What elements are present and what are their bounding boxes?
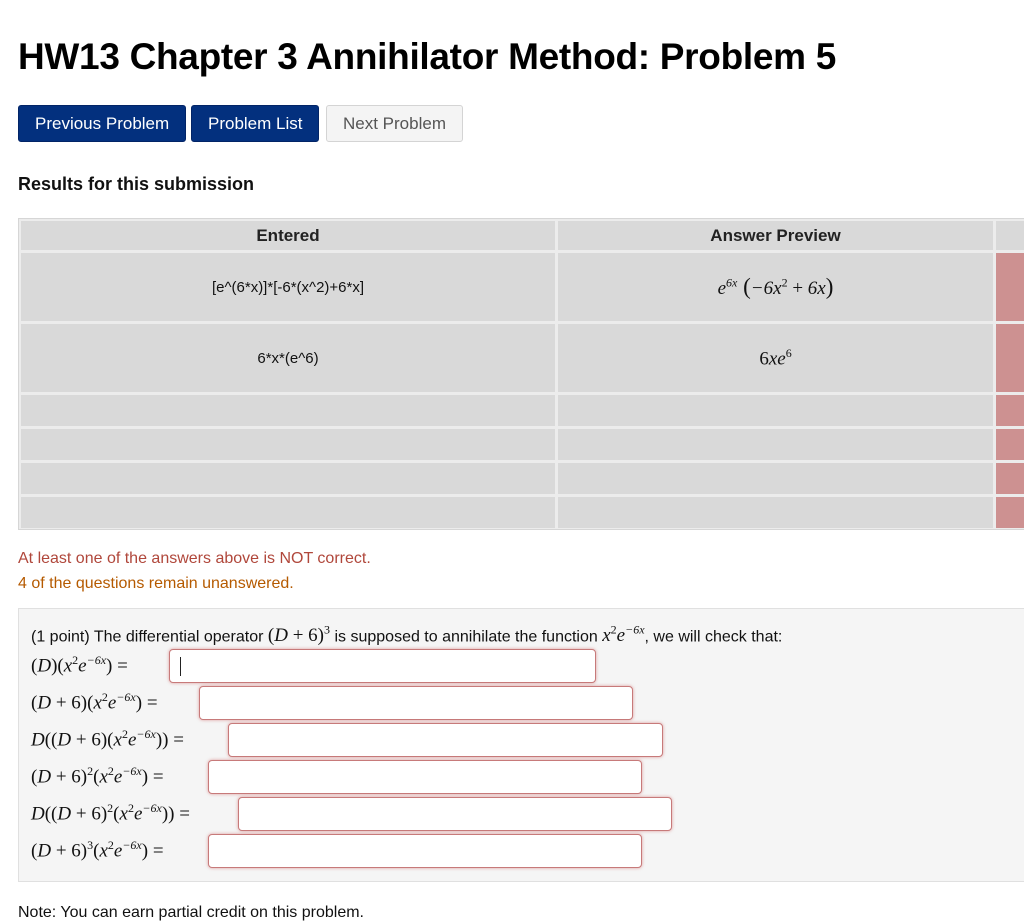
- status-incorrect-cell: [996, 253, 1024, 321]
- entered-cell: [e^(6*x)]*[-6*(x^2)+6*x]: [21, 253, 555, 321]
- preview-math: $6xe^6$: [759, 345, 792, 370]
- text-caret: [180, 657, 181, 676]
- column-header-entered: Entered: [21, 221, 555, 250]
- function-math: $x^2e^{-6x}$: [602, 623, 645, 647]
- answer-preview-cell: [558, 395, 993, 426]
- statement-text-middle: is supposed to annihilate the function: [334, 628, 598, 646]
- statement-text-after: , we will check that:: [644, 628, 783, 646]
- previous-problem-button[interactable]: Previous Problem: [18, 105, 186, 142]
- answer-input-3[interactable]: [228, 723, 663, 757]
- equation-label: $(D + 6)(x^2e^{-6x})$ =: [31, 690, 158, 714]
- answer-input-6[interactable]: [208, 834, 642, 868]
- equation-label: $(D)(x^2e^{-6x})$ =: [31, 653, 128, 677]
- answer-input-4[interactable]: [208, 760, 642, 794]
- results-heading: Results for this submission: [18, 174, 255, 194]
- answer-input-2[interactable]: [199, 686, 633, 720]
- statement-text-before: The differential operator: [93, 628, 264, 646]
- status-incorrect-cell: [996, 429, 1024, 460]
- partial-credit-note: Note: You can earn partial credit on this problem.: [18, 904, 364, 921]
- operator-math: $(D + 6)^3$: [267, 623, 331, 647]
- problem-statement-panel: [18, 608, 1024, 882]
- answer-preview-cell: [558, 324, 993, 392]
- answer-preview-cell: [558, 463, 993, 494]
- next-problem-button: Next Problem: [326, 105, 463, 142]
- status-incorrect-cell: [996, 395, 1024, 426]
- entered-cell: 6*x*(e^6): [21, 324, 555, 392]
- status-incorrect-cell: [996, 463, 1024, 494]
- equation-label: $(D + 6)^3(x^2e^{-6x})$ =: [31, 838, 164, 862]
- answer-preview-cell: [558, 253, 993, 321]
- answer-preview-cell: [558, 429, 993, 460]
- unanswered-message: 4 of the questions remain unanswered.: [18, 575, 294, 592]
- answer-preview-cell: [558, 497, 993, 528]
- problem-statement: [31, 623, 782, 647]
- page-title: HW13 Chapter 3 Annihilator Method: Problem 5: [18, 36, 836, 77]
- equation-label: $D((D + 6)^2(x^2e^{-6x}))$ =: [31, 801, 190, 825]
- equation-label: $D((D + 6)(x^2e^{-6x}))$ =: [31, 727, 184, 751]
- status-incorrect-cell: [996, 497, 1024, 528]
- entered-cell: [21, 463, 555, 494]
- answer-input-5[interactable]: [238, 797, 672, 831]
- answer-input-1[interactable]: [169, 649, 596, 683]
- entered-cell: [21, 395, 555, 426]
- entered-cell: [21, 497, 555, 528]
- entered-cell: [21, 429, 555, 460]
- points-label: (1 point): [31, 628, 90, 646]
- status-incorrect-cell: [996, 324, 1024, 392]
- problem-list-button[interactable]: Problem List: [191, 105, 319, 142]
- equation-label: $(D + 6)^2(x^2e^{-6x})$ =: [31, 764, 164, 788]
- results-table: [18, 218, 1024, 530]
- preview-math: $e^{6x}$ $(-6x^2 + 6x)$: [717, 274, 834, 299]
- column-header-result: [996, 221, 1024, 250]
- column-header-answer-preview: Answer Preview: [558, 221, 993, 250]
- incorrect-message: At least one of the answers above is NOT correct.: [18, 550, 371, 567]
